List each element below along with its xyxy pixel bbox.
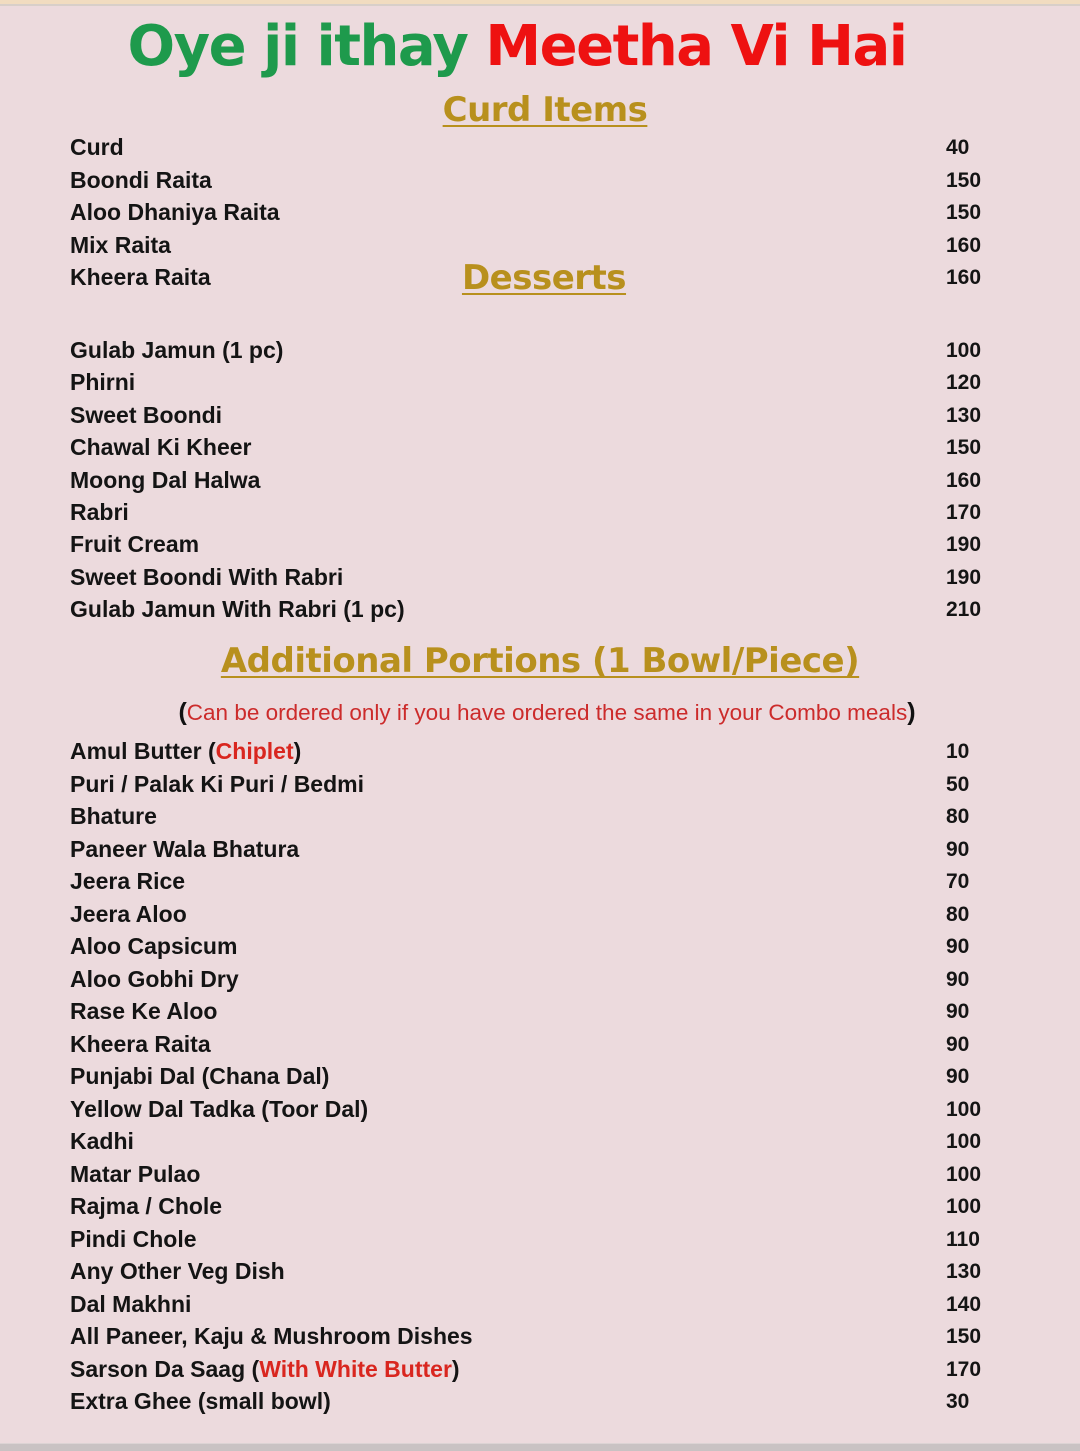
- menu-item-price: 130: [946, 1260, 982, 1283]
- top-border: [0, 0, 1080, 6]
- menu-item-name: Sweet Boondi With Rabri: [70, 563, 344, 590]
- menu-item-name: Jeera Rice: [70, 868, 186, 894]
- menu-item-row: [70, 966, 990, 998]
- menu-item-price: 100: [946, 1162, 982, 1186]
- menu-item-name: Bhature: [70, 803, 157, 829]
- menu-item-name: Boondi Raita: [70, 166, 212, 193]
- menu-item-row: [70, 199, 990, 231]
- menu-item-price: 90: [946, 935, 970, 958]
- menu-item-row: [70, 1161, 990, 1193]
- menu-item-row: [70, 738, 990, 770]
- menu-item-name: Rabri: [70, 499, 129, 525]
- menu-item-row: [70, 337, 990, 369]
- menu-item-row: [70, 998, 990, 1030]
- menu-item-row: [70, 868, 990, 900]
- menu-item-row: [70, 1128, 990, 1160]
- menu-item-row: [70, 933, 990, 965]
- menu-item-name: Phirni: [70, 369, 136, 396]
- menu-item-name: Moong Dal Halwa: [70, 466, 261, 493]
- menu-item-name: Rajma / Chole: [70, 1193, 223, 1219]
- menu-item-row: [70, 499, 990, 531]
- menu-item-price: 160: [946, 468, 982, 492]
- menu-item-name: Jeera Aloo: [70, 900, 187, 927]
- menu-item-row: [70, 1291, 990, 1323]
- menu-item-name: Aloo Capsicum: [70, 933, 238, 959]
- menu-item-row: [70, 531, 990, 563]
- menu-item-row: [70, 1388, 990, 1420]
- menu-item-name: Dal Makhni: [70, 1290, 192, 1317]
- menu-item-row: [70, 134, 990, 166]
- menu-item-name: Mix Raita: [70, 231, 171, 258]
- menu-item-price: 130: [946, 403, 982, 427]
- menu-item-price: 100: [946, 339, 982, 362]
- menu-item-row: [70, 1096, 990, 1128]
- menu-item-price: 50: [946, 772, 970, 796]
- title-part-green: Oye ji ithay: [127, 14, 468, 79]
- combo-note: (Can be ordered only if you have ordered the same in your Combo meals): [178, 698, 916, 726]
- page-title: [0, 14, 1034, 80]
- menu-item-price: 90: [946, 1000, 970, 1023]
- menu-item-row: [70, 1356, 990, 1388]
- menu-item-name: Extra Ghee (small bowl): [70, 1388, 331, 1414]
- section-heading-curd: Curd Items: [442, 90, 648, 130]
- menu-item-name: Kheera Raita: [70, 264, 211, 290]
- menu-item-price: 90: [946, 1065, 970, 1088]
- menu-item-name: Kheera Raita: [70, 1030, 211, 1057]
- menu-item-name: Aloo Gobhi Dry: [70, 965, 239, 992]
- menu-item-price: 170: [946, 1357, 982, 1381]
- menu-item-price: 120: [946, 371, 982, 395]
- menu-item-price: 140: [946, 1292, 982, 1316]
- menu-item-row: [70, 1226, 990, 1258]
- menu-item-price: 90: [946, 967, 970, 991]
- menu-item-row: [70, 167, 990, 199]
- menu-item-price: 100: [946, 1130, 982, 1153]
- menu-item-name: Kadhi: [70, 1128, 134, 1154]
- bottom-border: [0, 1443, 1080, 1451]
- menu-item-row: [70, 564, 990, 596]
- menu-item-row: [70, 836, 990, 868]
- menu-item-highlight: Chiplet: [215, 738, 294, 764]
- menu-item-price: 150: [946, 436, 982, 460]
- section-heading-additional: Additional Portions (1 Bowl/Piece): [220, 641, 860, 681]
- menu-item-price: 160: [946, 233, 982, 257]
- menu-item-price: 90: [946, 1032, 970, 1056]
- menu-item-name: Gulab Jamun (1 pc): [70, 337, 284, 363]
- menu-item-row: [70, 1031, 990, 1063]
- menu-item-price: 70: [946, 870, 970, 893]
- menu-item-name: Rase Ke Aloo: [70, 998, 218, 1024]
- menu-item-name: Aloo Dhaniya Raita: [70, 199, 280, 225]
- menu-item-price: 110: [946, 1227, 980, 1251]
- menu-item-name: Pindi Chole: [70, 1225, 197, 1252]
- menu-item-name: Chawal Ki Kheer: [70, 434, 252, 461]
- combo-note-text: Can be ordered only if you have ordered the same in your Combo meals: [186, 700, 908, 725]
- menu-item-price: 150: [946, 201, 982, 224]
- menu-item-price: 80: [946, 902, 970, 926]
- menu-item-row: [70, 434, 990, 466]
- menu-item-name: Fruit Cream: [70, 531, 200, 558]
- menu-item-price: 80: [946, 805, 970, 828]
- menu-item-row: [70, 771, 990, 803]
- menu-item-price: 100: [946, 1195, 982, 1218]
- menu-item-name: Sarson Da Saag (With White Butter): [70, 1355, 460, 1382]
- section-heading-desserts: Desserts: [461, 258, 627, 298]
- menu-item-row: [70, 1258, 990, 1290]
- menu-item-name: Yellow Dal Tadka (Toor Dal): [70, 1095, 369, 1122]
- menu-item-price: 150: [946, 168, 982, 192]
- menu-item-name: Curd: [70, 134, 124, 160]
- menu-item-price: 190: [946, 565, 982, 589]
- menu-item-price: 150: [946, 1325, 982, 1348]
- menu-item-row: [70, 369, 990, 401]
- menu-item-price: 190: [946, 533, 982, 557]
- menu-item-price: 30: [946, 1390, 970, 1413]
- menu-item-row: [70, 1063, 990, 1095]
- title-part-red: Meetha Vi Hai: [485, 14, 907, 79]
- menu-item-name: Puri / Palak Ki Puri / Bedmi: [70, 770, 364, 797]
- menu-item-price: 100: [946, 1097, 982, 1121]
- menu-item-name: Sweet Boondi: [70, 401, 223, 428]
- menu-item-price: 170: [946, 501, 982, 524]
- menu-item-price: 210: [946, 598, 982, 622]
- menu-item-price: 10: [946, 740, 970, 763]
- menu-item-price: 90: [946, 837, 970, 861]
- menu-item-row: [70, 467, 990, 499]
- menu-item-row: [70, 1193, 990, 1225]
- menu-item-price: 40: [946, 136, 970, 159]
- menu-item-name: Gulab Jamun With Rabri (1 pc): [70, 596, 405, 623]
- menu-item-name: Paneer Wala Bhatura: [70, 835, 300, 862]
- menu-item-name: Matar Pulao: [70, 1160, 201, 1187]
- menu-item-row: [70, 596, 990, 628]
- menu-item-price: 160: [946, 266, 982, 289]
- menu-item-name: Amul Butter (Chiplet): [70, 738, 302, 764]
- menu-item-highlight: With White Butter: [259, 1355, 452, 1382]
- menu-item-name: Any Other Veg Dish: [70, 1258, 285, 1284]
- menu-item-row: [70, 402, 990, 434]
- menu-item-row: [70, 1323, 990, 1355]
- menu-item-row: [70, 803, 990, 835]
- menu-item-name: Punjabi Dal (Chana Dal): [70, 1063, 330, 1089]
- menu-item-row: [70, 901, 990, 933]
- menu-item-name: All Paneer, Kaju & Mushroom Dishes: [70, 1323, 473, 1349]
